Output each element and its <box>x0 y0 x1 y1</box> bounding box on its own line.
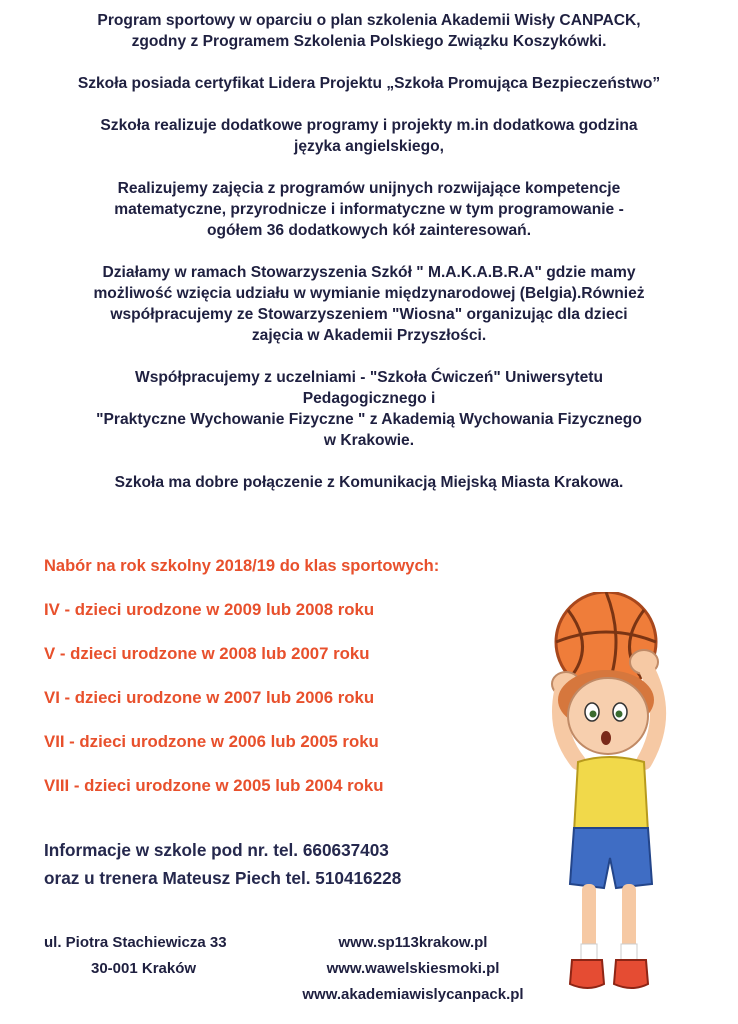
enrollment-row: VIII - dzieci urodzone w 2005 lub 2004 roku <box>44 776 384 795</box>
website-list <box>268 930 558 1008</box>
text-line: współpracujemy ze Stowarzyszeniem "Wiosna" organizując dla dzieci <box>110 306 628 323</box>
contact-info <box>44 836 564 892</box>
address-block <box>44 930 227 982</box>
paragraph-programs <box>14 115 724 157</box>
text-line: możliwość wzięcia udziału w wymianie międzynarodowej (Belgia).Również <box>93 285 645 302</box>
paragraph-universities <box>14 367 724 451</box>
text-line: Program sportowy w oparciu o plan szkolenia Akademii Wisły CANPACK, <box>97 12 641 29</box>
text-line: matematyczne, przyrodnicze i informatyczne w tym programowanie - <box>114 201 624 218</box>
paragraph-transport <box>14 472 724 493</box>
paragraph-certificate <box>14 73 724 94</box>
text-line: ogółem 36 dodatkowych kół zainteresowań. <box>206 222 532 239</box>
enrollment-row: VII - dzieci urodzone w 2006 lub 2005 roku <box>44 732 379 751</box>
address-street: ul. Piotra Stachiewicza 33 <box>44 934 227 951</box>
enrollment-row: VI - dzieci urodzone w 2007 lub 2006 roku <box>44 688 375 707</box>
website-link[interactable]: www.wawelskiesmoki.pl <box>326 960 500 977</box>
enrollment-row: IV - dzieci urodzone w 2009 lub 2008 roku <box>44 600 375 619</box>
enrollment-section <box>44 554 564 818</box>
paragraph-associations <box>14 262 724 346</box>
text-line: Działamy w ramach Stowarzyszenia Szkół " M.A.K.A.B.R.A" gdzie mamy <box>102 264 636 281</box>
text-line: Szkoła ma dobre połączenie z Komunikacją Miejską Miasta Krakowa. <box>114 474 624 491</box>
paragraph-eu-classes <box>14 178 724 241</box>
website-link[interactable]: www.sp113krakow.pl <box>338 934 488 951</box>
enrollment-row: V - dzieci urodzone w 2008 lub 2007 roku <box>44 644 370 663</box>
text-line: Współpracujemy z uczelniami - "Szkoła Ćwiczeń" Uniwersytetu <box>135 369 603 386</box>
enrollment-title: Nabór na rok szkolny 2018/19 do klas sportowych: <box>44 557 440 575</box>
address-city: 30-001 Kraków <box>91 960 197 977</box>
text-line: Realizujemy zajęcia z programów unijnych rozwijające kompetencje <box>117 180 621 197</box>
paragraph-program <box>14 10 724 52</box>
text-line: zgodny z Programem Szkolenia Polskiego Związku Koszykówki. <box>131 33 607 50</box>
text-line: zajęcia w Akademii Przyszłości. <box>251 327 487 344</box>
text-line: Pedagogicznego i <box>302 390 436 407</box>
website-link[interactable]: www.akademiawislycanpack.pl <box>302 986 524 1003</box>
intro-text <box>14 10 724 514</box>
text-line: w Krakowie. <box>323 432 415 449</box>
contact-coach-phone: oraz u trenera Mateusz Piech tel. 510416228 <box>44 868 402 888</box>
contact-school-phone: Informacje w szkole pod nr. tel. 660637403 <box>44 840 389 860</box>
text-line: języka angielskiego, <box>294 138 444 155</box>
text-line: "Praktyczne Wychowanie Fizyczne " z Akademią Wychowania Fizycznego <box>96 411 642 428</box>
text-line: Szkoła posiada certyfikat Lidera Projektu „Szkoła Promująca Bezpieczeństwo” <box>77 75 661 92</box>
basketball-kid-illustration <box>548 592 718 1002</box>
text-line: Szkoła realizuje dodatkowe programy i projekty m.in dodatkowa godzina <box>100 117 638 134</box>
